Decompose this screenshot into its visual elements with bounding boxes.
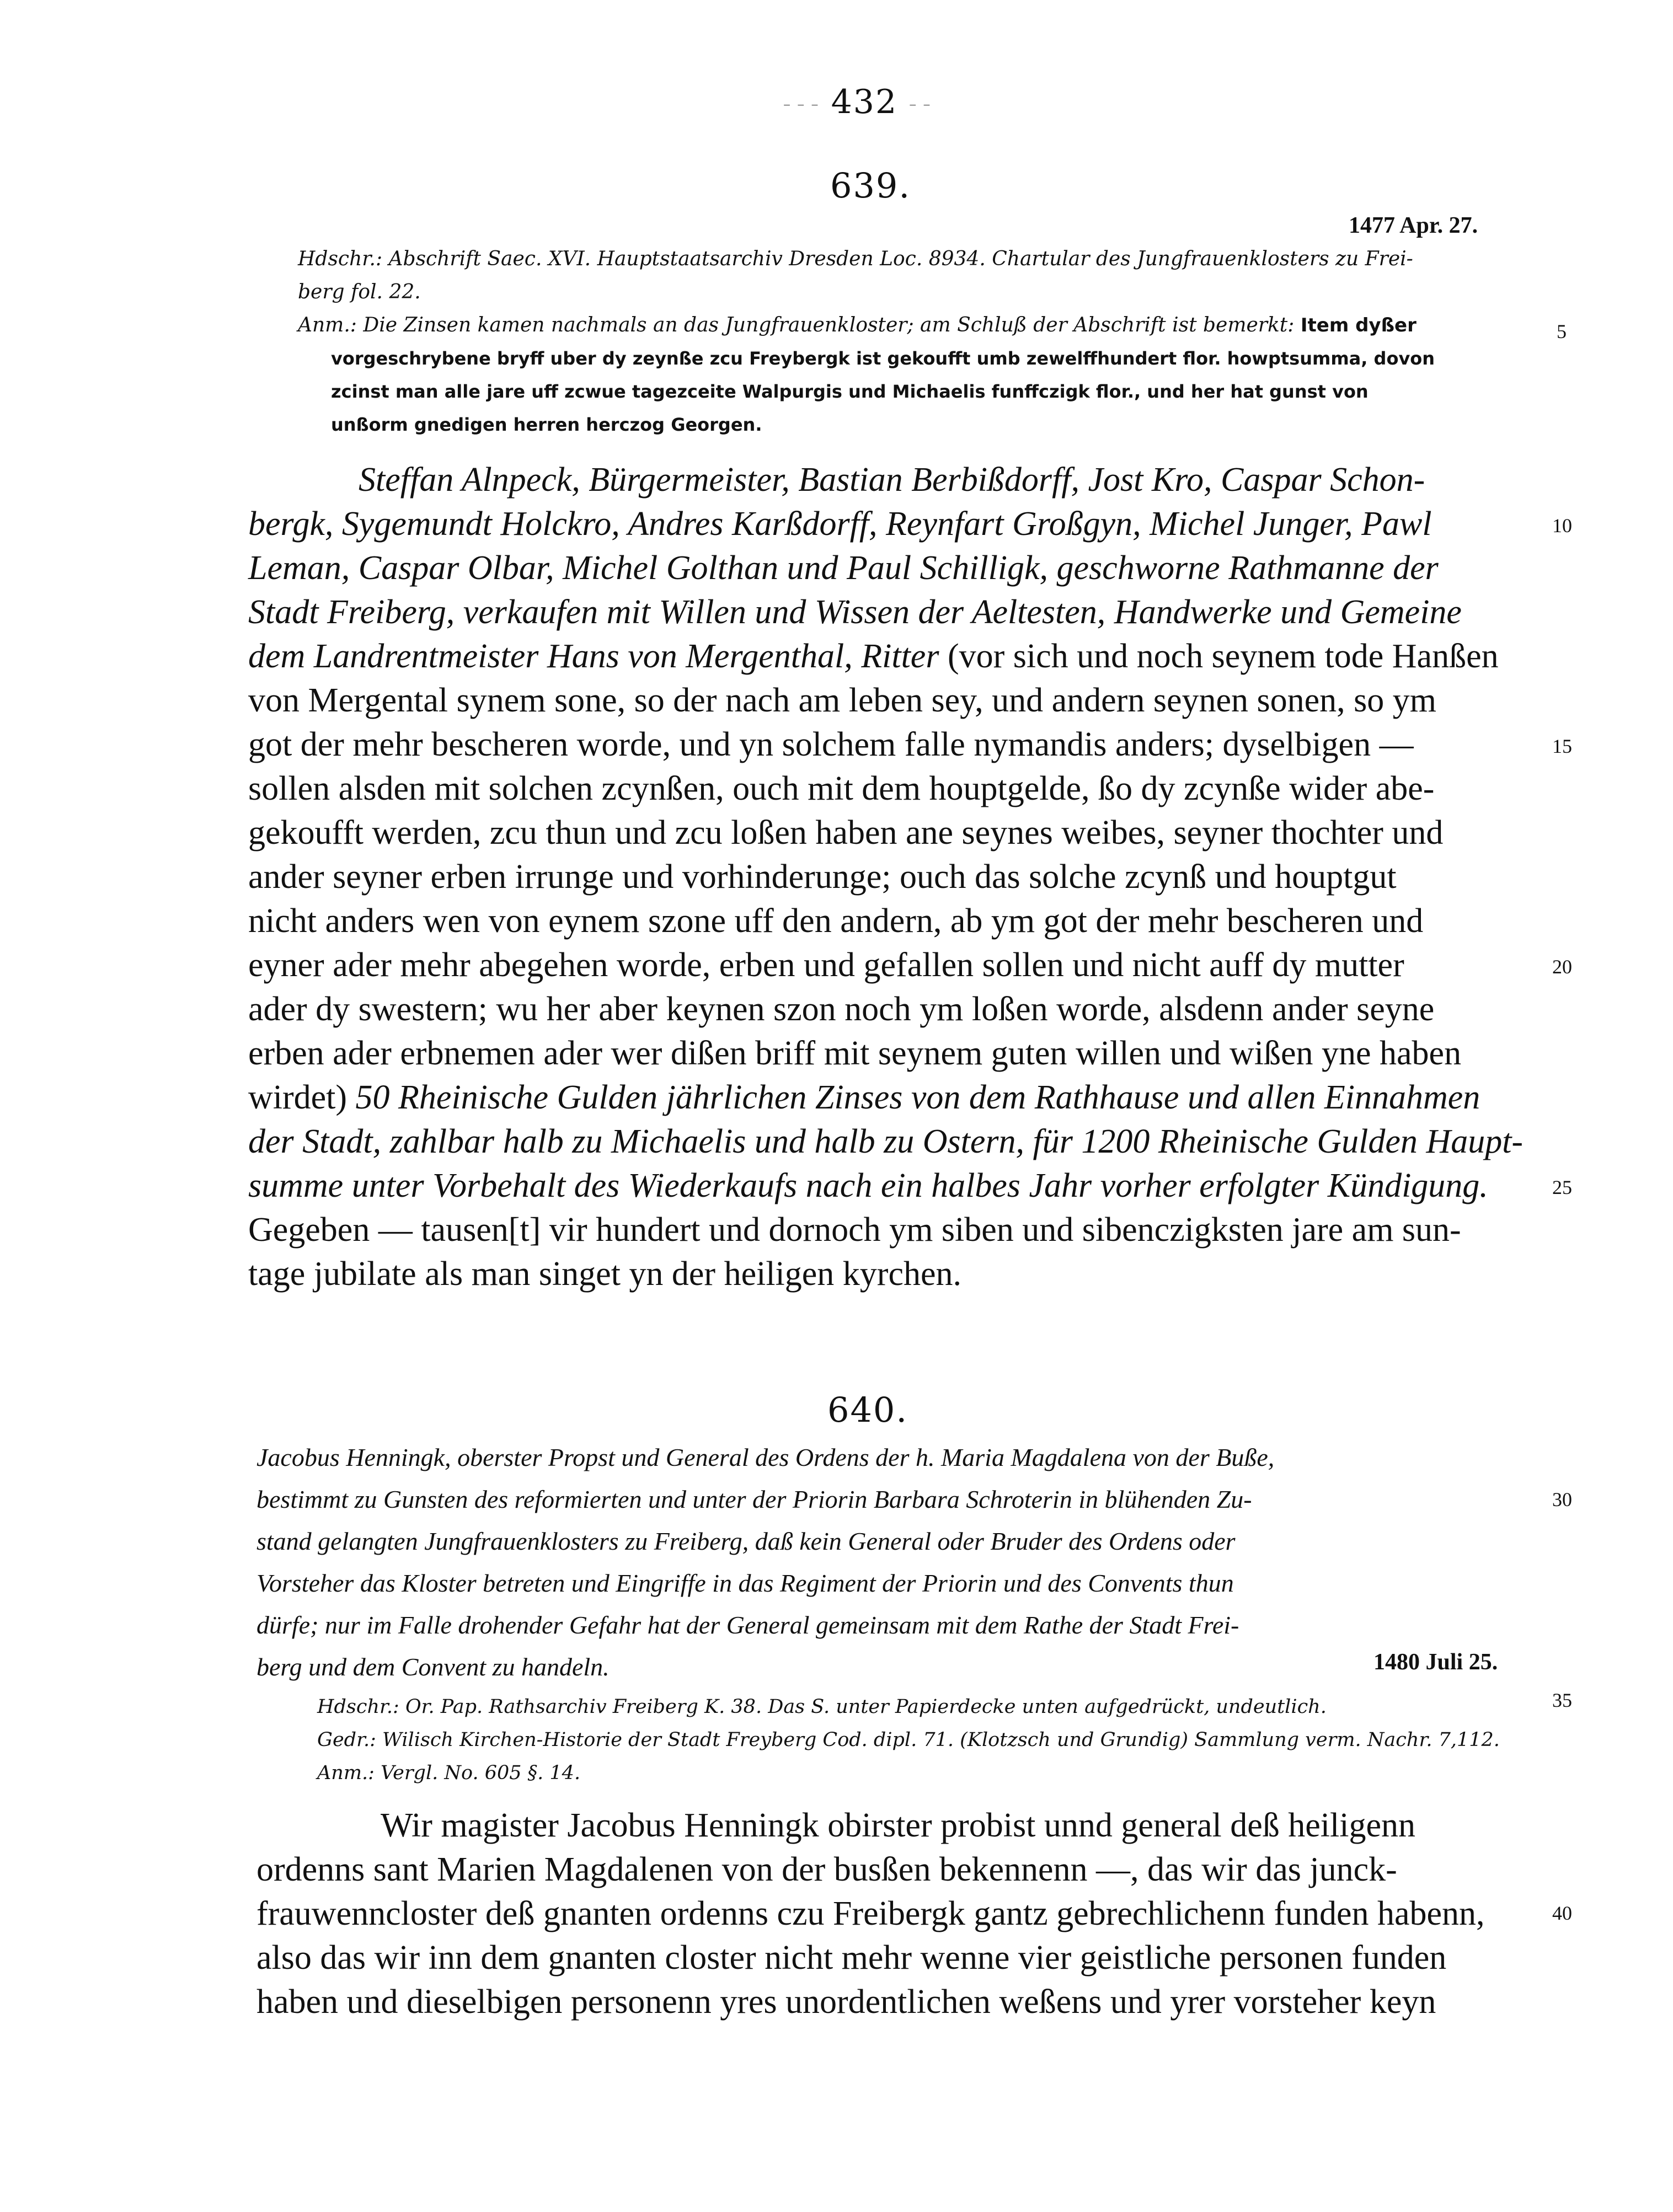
line-number: 40 (1552, 1902, 1572, 1924)
text-line: von Mergental synem sone, so der nach am leben sey, und andern seynen sonen, so ym (248, 682, 1436, 719)
summary-line: stand gelangten Jungfrauenklosters zu Freiberg, daß kein General oder Bruder des Ordens oder (256, 1527, 1236, 1555)
summary-line: Jacobus Henningk, oberster Propst und General des Ordens der h. Maria Magdalena von der Buße, (256, 1443, 1275, 1471)
text-line: ander seyner erben irrunge und vorhinderunge; ouch das solche zcynß und houptgut (248, 858, 1397, 896)
page-number: 432 (831, 83, 898, 121)
remark-note (298, 309, 1417, 342)
text-line-roman: wirdet) (248, 1079, 348, 1116)
text-line: also das wir inn dem gnanten closter nicht mehr wenne vier geistliche personen funden (256, 1939, 1447, 1977)
text-line: haben und dieselbigen personenn yres unordentlichen weßens und yrer vorsteher keyn (256, 1983, 1436, 2021)
remark-quote-line: unßorm gnedigen herren herczog Georgen. (331, 414, 762, 435)
summary-line: berg und dem Convent zu handeln. (256, 1653, 610, 1681)
line-number: 15 (1552, 735, 1572, 757)
text-line-italic: 50 Rheinische Gulden jährlichen Zinses von dem Rathhause und allen Einnahmen (355, 1079, 1480, 1116)
text-line: ader dy swestern; wu her aber keynen szon noch ym loßen worde, alsdenn ander seyne (248, 990, 1435, 1028)
text-line: frauwenncloster deß gnanten ordenns czu Freibergk gantz gebrechlichenn funden habenn, (256, 1895, 1485, 1932)
document-date-640: 1480 Juli 25. (1373, 1649, 1498, 1675)
text-line: nicht anders wen von eynem szone uff den andern, ab ym got der mehr bescheren und (248, 902, 1424, 940)
summary-line: bestimmt zu Gunsten des reformierten und unter der Priorin Barbara Schroterin in blühenden Zu- (256, 1485, 1252, 1513)
remark-quote-line: zcinst man alle jare uff zcwue tagezceite Walpurgis und Michaelis funffczigk flor., und her hat gunst von (331, 381, 1369, 402)
text-line: sollen alsden mit solchen zcynßen, ouch mit dem houptgelde, ßo dy zcynße wider abe- (248, 770, 1435, 807)
text-line-roman: (vor sich und noch seynem tode Hanßen (947, 638, 1499, 675)
text-line: Leman, Caspar Olbar, Michel Golthan und Paul Schilligk, geschworne Rathmanne der (248, 549, 1439, 587)
line-number: 5 (1557, 320, 1567, 342)
header-rule-right: – – (909, 96, 932, 113)
remark-note-quote: Item dyßer (1300, 314, 1417, 336)
text-line: gekoufft werden, zcu thun und zcu loßen haben ane seynes weibes, seyner thochter und (248, 814, 1444, 851)
remark-quote-line: vorgeschrybene bryff uber dy zeynße zcu Freybergk ist gekoufft umb zewelffhundert flor. howptsumma, dovon (331, 348, 1435, 369)
text-line: erben ader erbnemen ader wer dißen briff mit seynem guten willen und wißen yne haben (248, 1035, 1462, 1072)
text-line: tage jubilate als man singet yn der heiligen kyrchen. (248, 1255, 961, 1293)
text-line: Stadt Freiberg, verkaufen mit Willen und Wissen der Aeltesten, Handwerke und Gemeine (248, 593, 1462, 631)
remark-note: Anm.: Vergl. No. 605 §. 14. (317, 1762, 581, 1784)
text-line: summe unter Vorbehalt des Wiederkaufs nach ein halbes Jahr vorher erfolgter Kündigung. (248, 1167, 1488, 1204)
line-number: 35 (1552, 1689, 1572, 1711)
print-note: Gedr.: Wilisch Kirchen-Historie der Stadt Freyberg Cod. dipl. 71. (Klotzsch und Grundig) Sammlung verm. Nachr. 7,112. (317, 1729, 1500, 1751)
summary-line: Vorsteher das Kloster betreten und Eingriffe in das Regiment der Priorin und des Convents thun (256, 1569, 1234, 1597)
document-number-639: 639. (830, 165, 911, 206)
text-line (248, 1075, 1480, 1120)
text-line (248, 634, 1499, 678)
text-line: Gegeben — tausen[t] vir hundert und dornoch ym siben und sibenczigksten jare am sun- (248, 1211, 1461, 1249)
source-note: Hdschr.: Or. Pap. Rathsarchiv Freiberg K. 38. Das S. unter Papierdecke unten aufgedrückt, undeutlich. (317, 1696, 1327, 1718)
text-line-italic: dem Landrentmeister Hans von Mergenthal, Ritter (248, 638, 939, 675)
text-line: got der mehr bescheren worde, und yn solchem falle nymandis anders; dyselbigen — (248, 726, 1414, 763)
document-date-639: 1477 Apr. 27. (1349, 213, 1478, 238)
source-note: Hdschr.: Abschrift Saec. XVI. Hauptstaatsarchiv Dresden Loc. 8934. Chartular des Jungfrauenklosters zu Frei- (298, 248, 1413, 270)
page-number-line (783, 83, 932, 121)
line-number: 25 (1552, 1176, 1572, 1198)
line-number: 10 (1552, 515, 1572, 537)
document-number-640: 640. (827, 1390, 908, 1430)
line-number: 30 (1552, 1488, 1572, 1511)
source-note: berg fol. 22. (298, 281, 421, 303)
text-line: ordenns sant Marien Magdalenen von der busßen bekennenn —, das wir das junck- (256, 1851, 1397, 1888)
text-line: bergk, Sygemundt Holckro, Andres Karßdorff, Reynfart Großgyn, Michel Junger, Pawl (248, 505, 1432, 543)
text-line: der Stadt, zahlbar halb zu Michaelis und halb zu Ostern, für 1200 Rheinische Gulden Haupt- (248, 1123, 1524, 1160)
text-line: Wir magister Jacobus Henningk obirster probist unnd general deß heiligenn (381, 1807, 1415, 1844)
remark-note-text: Anm.: Die Zinsen kamen nachmals an das Jungfrauenkloster; am Schluß der Abschrift ist bemerkt: (298, 314, 1295, 336)
text-line: Steffan Alnpeck, Bürgermeister, Bastian Berbißdorff, Jost Kro, Caspar Schon- (359, 461, 1425, 499)
text-line: eyner ader mehr abegehen worde, erben und gefallen sollen und nicht auff dy mutter (248, 946, 1404, 984)
header-rule-left: – – – (783, 96, 820, 113)
line-number: 20 (1552, 956, 1572, 978)
summary-line: dürfe; nur im Falle drohender Gefahr hat der General gemeinsam mit dem Rathe der Stadt Frei- (256, 1611, 1239, 1639)
